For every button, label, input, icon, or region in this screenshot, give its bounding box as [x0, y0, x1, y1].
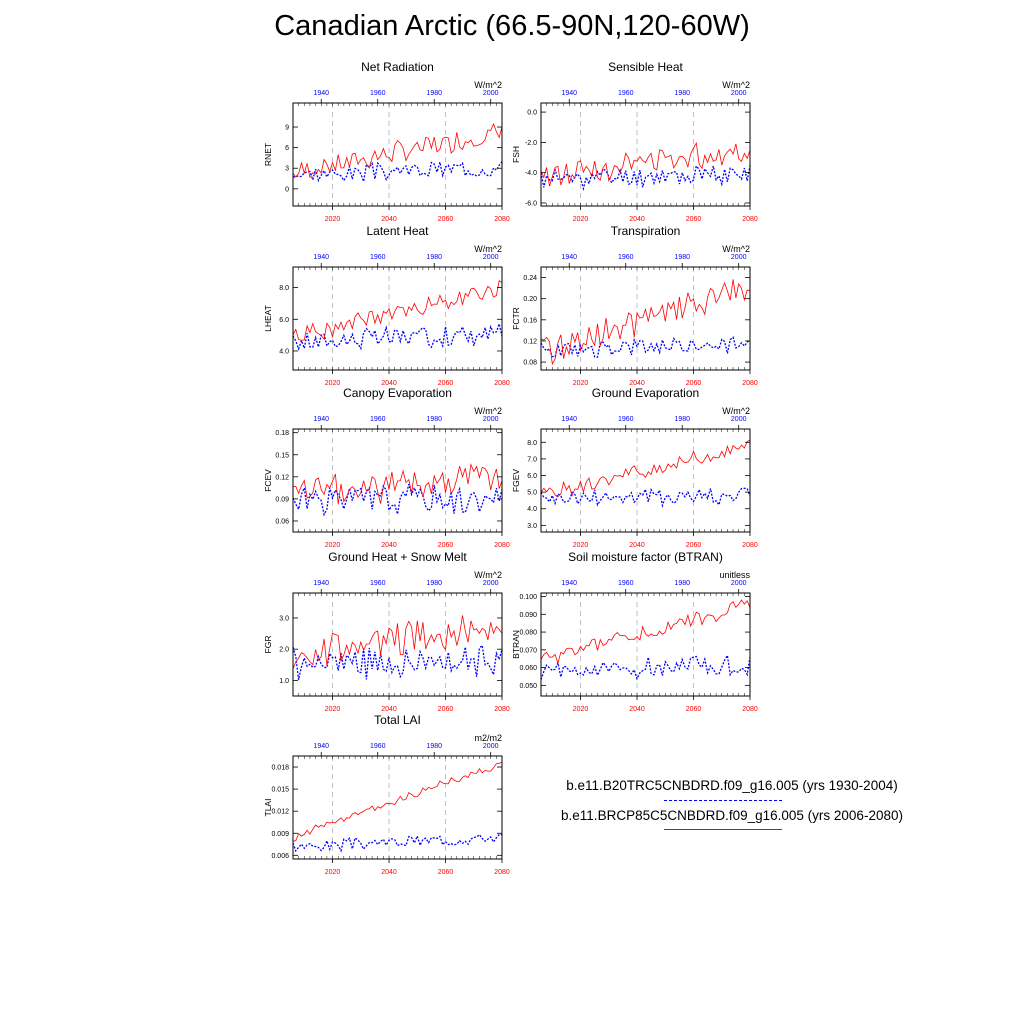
- panel-title: Latent Heat: [366, 224, 429, 238]
- chart-panel-fcev: [263, 386, 510, 549]
- y-axis-label: TLAI: [263, 798, 273, 817]
- y-tick-label: -2.0: [524, 139, 537, 147]
- y-tick-label: 4.0: [527, 506, 537, 514]
- y-axis-label: FGR: [263, 635, 273, 654]
- x-tick-label-top: 1940: [313, 743, 330, 750]
- y-tick-label: 6.0: [279, 316, 289, 324]
- chart-panel-lheat: [263, 224, 510, 387]
- x-tick-label-bottom: 2040: [381, 869, 397, 876]
- x-tick-label-bottom: 2040: [629, 706, 645, 713]
- x-tick-label-bottom: 2060: [685, 706, 702, 713]
- x-tick-label-bottom: 2080: [742, 706, 758, 713]
- x-tick-label-top: 1980: [426, 254, 443, 261]
- x-tick-label-bottom: 2040: [629, 380, 645, 387]
- panel-title: Net Radiation: [361, 60, 434, 74]
- x-tick-label-top: 1940: [561, 90, 578, 97]
- x-tick-label-bottom: 2040: [381, 706, 397, 713]
- x-tick-label-bottom: 2020: [572, 706, 589, 713]
- x-tick-label-top: 1980: [674, 90, 691, 97]
- y-tick-label: 8.0: [279, 285, 289, 293]
- y-tick-label: 0.009: [271, 830, 289, 838]
- x-tick-label-bottom: 2060: [685, 216, 702, 223]
- chart-panel-tlai: [263, 713, 510, 876]
- y-tick-label: 0.015: [271, 786, 289, 794]
- x-tick-label-bottom: 2060: [685, 542, 702, 549]
- x-tick-label-top: 2000: [482, 580, 499, 587]
- y-tick-label: 0.18: [275, 430, 289, 438]
- panel-title: Sensible Heat: [608, 60, 683, 74]
- x-tick-label-top: 2000: [482, 90, 499, 97]
- x-tick-label-bottom: 2020: [324, 542, 341, 549]
- x-tick-label-top: 1980: [426, 580, 443, 587]
- x-tick-label-bottom: 2040: [381, 216, 397, 223]
- y-axis-label: BTRAN: [511, 630, 521, 659]
- legend-label-rcp85: b.e11.BRCP85C5CNBDRD.f09_g16.005 (yrs 2006-2080): [561, 808, 903, 823]
- series-historical: [541, 337, 750, 357]
- x-tick-label-bottom: 2020: [572, 380, 589, 387]
- series-historical: [293, 484, 502, 515]
- y-tick-label: 0.090: [519, 611, 537, 619]
- y-tick-label: 0.012: [271, 808, 289, 816]
- y-tick-label: 0.12: [275, 474, 289, 482]
- panel-title: Ground Heat + Snow Melt: [328, 550, 467, 564]
- x-tick-label-bottom: 2080: [494, 542, 510, 549]
- series-historical: [541, 488, 750, 505]
- series-historical: [541, 655, 750, 679]
- panel-units: W/m^2: [474, 406, 502, 416]
- x-tick-label-bottom: 2080: [494, 869, 510, 876]
- x-tick-label-bottom: 2060: [437, 380, 454, 387]
- x-tick-label-bottom: 2040: [381, 542, 397, 549]
- y-axis-label: FCTR: [511, 307, 521, 330]
- series-rcp85: [293, 762, 502, 841]
- x-tick-label-top: 2000: [730, 90, 747, 97]
- series-historical: [293, 162, 502, 182]
- plot-frame: [541, 429, 750, 532]
- x-tick-label-bottom: 2080: [494, 706, 510, 713]
- plot-frame: [293, 756, 502, 859]
- y-tick-label: -6.0: [524, 200, 537, 208]
- y-tick-label: 0.08: [523, 359, 537, 367]
- x-tick-label-top: 2000: [730, 580, 747, 587]
- panel-title: Transpiration: [610, 224, 681, 238]
- x-tick-label-top: 1980: [426, 416, 443, 423]
- y-tick-label: 0.006: [271, 852, 289, 860]
- x-tick-label-top: 1940: [561, 254, 578, 261]
- y-tick-label: 0.070: [519, 647, 537, 655]
- panel-units: W/m^2: [722, 80, 750, 90]
- x-tick-label-bottom: 2060: [685, 380, 702, 387]
- y-tick-label: 4.0: [279, 348, 289, 356]
- y-tick-label: 0.15: [275, 452, 289, 460]
- chart-panel-fctr: [511, 224, 758, 387]
- y-tick-label: 7.0: [527, 456, 537, 464]
- x-tick-label-top: 1960: [617, 416, 634, 423]
- x-tick-label-bottom: 2080: [742, 216, 758, 223]
- x-tick-label-bottom: 2060: [437, 706, 454, 713]
- y-tick-label: 0.16: [523, 317, 537, 325]
- chart-panel-rnet: [263, 60, 510, 223]
- panel-title: Ground Evaporation: [591, 386, 700, 400]
- x-tick-label-top: 1960: [617, 254, 634, 261]
- x-tick-label-top: 1980: [426, 90, 443, 97]
- y-tick-label: 0.018: [271, 764, 289, 772]
- x-tick-label-bottom: 2060: [437, 216, 454, 223]
- y-tick-label: 3.0: [279, 615, 289, 623]
- x-tick-label-bottom: 2040: [629, 542, 645, 549]
- y-tick-label: 0.09: [275, 496, 289, 504]
- chart-panel-fsh: [511, 60, 758, 223]
- series-historical: [293, 835, 502, 851]
- panel-units: W/m^2: [474, 80, 502, 90]
- chart-panel-btran: [511, 550, 758, 713]
- x-tick-label-top: 1940: [313, 90, 330, 97]
- x-tick-label-top: 2000: [482, 743, 499, 750]
- x-tick-label-top: 1980: [426, 743, 443, 750]
- y-tick-label: 0.06: [275, 518, 289, 526]
- x-tick-label-bottom: 2020: [572, 542, 589, 549]
- y-tick-label: 9: [285, 124, 289, 132]
- series-historical: [541, 166, 750, 189]
- plot-frame: [293, 267, 502, 370]
- y-tick-label: 3.0: [527, 522, 537, 530]
- plot-frame: [293, 103, 502, 206]
- y-tick-label: 0: [285, 186, 289, 194]
- y-axis-label: FCEV: [263, 469, 273, 492]
- x-tick-label-bottom: 2060: [437, 869, 454, 876]
- y-tick-label: 3: [285, 165, 289, 173]
- x-tick-label-bottom: 2080: [494, 380, 510, 387]
- series-rcp85: [541, 143, 750, 186]
- x-tick-label-bottom: 2080: [494, 216, 510, 223]
- x-tick-label-bottom: 2020: [324, 869, 341, 876]
- y-tick-label: 0.12: [523, 338, 537, 346]
- series-rcp85: [541, 600, 750, 663]
- panel-units: W/m^2: [474, 244, 502, 254]
- y-tick-label: 0.0: [527, 109, 537, 117]
- y-tick-label: 6: [285, 145, 289, 153]
- x-tick-label-top: 2000: [482, 254, 499, 261]
- x-tick-label-bottom: 2040: [629, 216, 645, 223]
- chart-panel-fgev: [511, 386, 758, 549]
- legend-swatch-historical: [664, 800, 782, 801]
- y-axis-label: RNET: [263, 142, 273, 167]
- y-tick-label: 0.080: [519, 629, 537, 637]
- x-tick-label-top: 1980: [674, 580, 691, 587]
- x-tick-label-top: 1960: [369, 416, 386, 423]
- plot-frame: [541, 593, 750, 696]
- figure-title: Canadian Arctic (66.5-90N,120-60W): [274, 10, 750, 42]
- x-tick-label-top: 1960: [369, 90, 386, 97]
- x-tick-label-top: 1960: [369, 743, 386, 750]
- y-tick-label: 0.24: [523, 275, 537, 283]
- x-tick-label-top: 2000: [730, 254, 747, 261]
- y-tick-label: 8.0: [527, 439, 537, 447]
- plot-frame: [293, 429, 502, 532]
- x-tick-label-top: 1960: [369, 580, 386, 587]
- x-tick-label-bottom: 2020: [572, 216, 589, 223]
- plot-frame: [541, 103, 750, 206]
- panel-title: Soil moisture factor (BTRAN): [568, 550, 723, 564]
- x-tick-label-top: 1940: [313, 416, 330, 423]
- y-tick-label: 0.050: [519, 682, 537, 690]
- y-tick-label: 0.060: [519, 665, 537, 673]
- panel-title: Canopy Evaporation: [343, 386, 452, 400]
- x-tick-label-bottom: 2060: [437, 542, 454, 549]
- y-tick-label: 1.0: [279, 677, 289, 685]
- y-axis-label: FSH: [511, 146, 521, 163]
- panel-units: W/m^2: [474, 570, 502, 580]
- x-tick-label-bottom: 2040: [381, 380, 397, 387]
- y-tick-label: 6.0: [527, 473, 537, 481]
- series-rcp85: [293, 465, 502, 505]
- x-tick-label-top: 1960: [369, 254, 386, 261]
- x-tick-label-bottom: 2080: [742, 380, 758, 387]
- y-tick-label: 5.0: [527, 489, 537, 497]
- x-tick-label-top: 1980: [674, 254, 691, 261]
- y-axis-label: LHEAT: [263, 305, 273, 332]
- legend-swatch-rcp85: [664, 829, 782, 830]
- x-tick-label-top: 1980: [674, 416, 691, 423]
- x-tick-label-top: 1960: [617, 580, 634, 587]
- x-tick-label-bottom: 2020: [324, 216, 341, 223]
- plot-frame: [541, 267, 750, 370]
- panel-units: unitless: [719, 570, 750, 580]
- x-tick-label-top: 1960: [617, 90, 634, 97]
- legend-label-historical: b.e11.B20TRC5CNBDRD.f09_g16.005 (yrs 1930-2004): [566, 778, 898, 793]
- y-tick-label: -4.0: [524, 170, 537, 178]
- y-tick-label: 0.100: [519, 594, 537, 602]
- x-tick-label-bottom: 2020: [324, 380, 341, 387]
- x-tick-label-top: 1940: [313, 254, 330, 261]
- panel-units: W/m^2: [722, 406, 750, 416]
- series-historical: [293, 645, 502, 679]
- series-rcp85: [541, 440, 750, 496]
- series-rcp85: [293, 615, 502, 668]
- x-tick-label-top: 1940: [561, 580, 578, 587]
- x-tick-label-top: 2000: [730, 416, 747, 423]
- y-tick-label: 2.0: [279, 646, 289, 654]
- y-axis-label: FGEV: [511, 468, 521, 493]
- panel-units: m2/m2: [474, 733, 502, 743]
- panel-units: W/m^2: [722, 244, 750, 254]
- y-tick-label: 0.20: [523, 296, 537, 304]
- x-tick-label-top: 1940: [313, 580, 330, 587]
- x-tick-label-bottom: 2080: [742, 542, 758, 549]
- x-tick-label-bottom: 2020: [324, 706, 341, 713]
- chart-panel-fgr: [263, 550, 510, 713]
- series-rcp85: [293, 124, 502, 177]
- x-tick-label-top: 1940: [561, 416, 578, 423]
- panel-title: Total LAI: [374, 713, 421, 727]
- x-tick-label-top: 2000: [482, 416, 499, 423]
